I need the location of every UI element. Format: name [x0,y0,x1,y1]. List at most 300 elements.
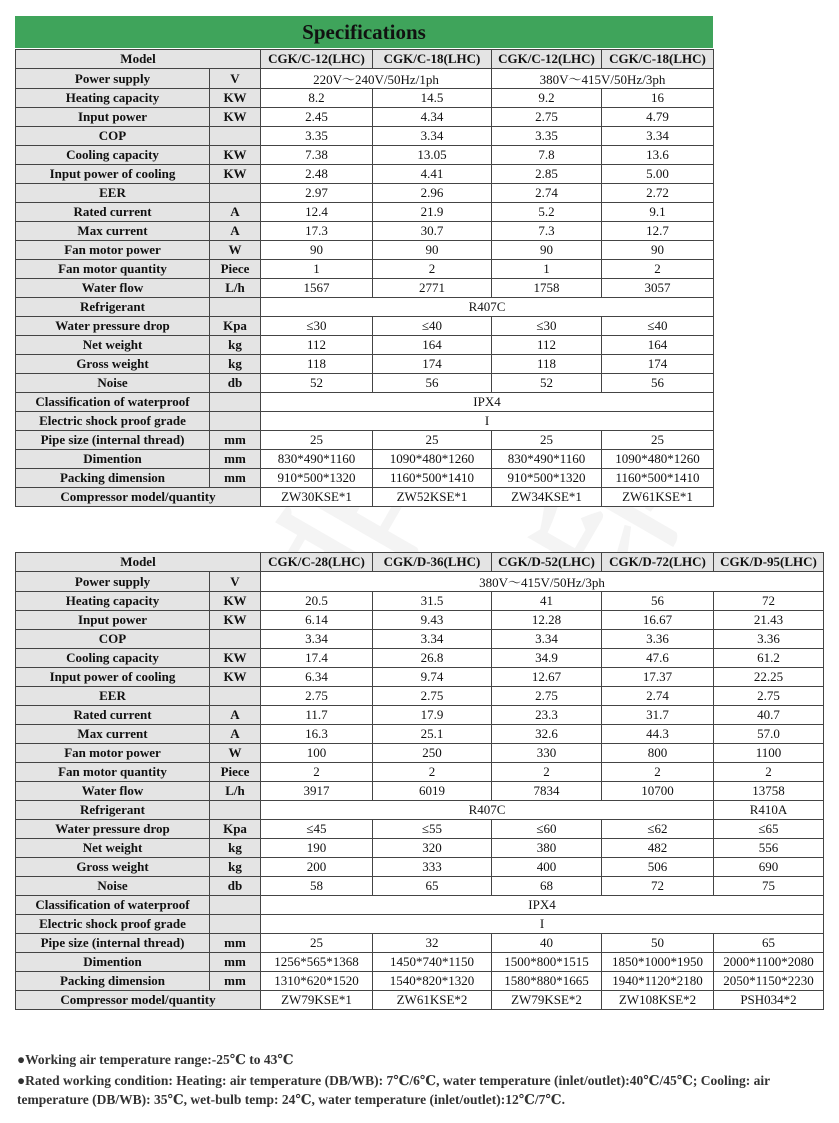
table-cell: I [261,412,714,431]
table-cell: 21.43 [714,611,824,630]
table-cell: 10700 [602,782,714,801]
table-cell: 31.5 [373,592,492,611]
table-cell: 380 [492,839,602,858]
table-cell: 190 [261,839,373,858]
table-cell: 400 [492,858,602,877]
table-cell: 52 [261,374,373,393]
table-row [16,820,824,839]
table-cell: 1567 [261,279,373,298]
table-row [16,393,714,412]
row-unit: L/h [210,279,261,298]
table-cell: 1256*565*1368 [261,953,373,972]
row-unit: kg [210,839,261,858]
table-cell: 56 [373,374,492,393]
row-label-max-current: Max current [16,222,210,241]
table-cell: 40 [492,934,602,953]
table-cell: 68 [492,877,602,896]
table-row [16,592,824,611]
row-label-max-current: Max current [16,725,210,744]
table-cell: 3.36 [602,630,714,649]
table-row [16,184,714,203]
note-rated-condition: ●Rated working condition: Heating: air temperature (DB/WB): 7℃/6℃, water temperature (inlet/outlet):40℃/45℃; Cooling: air temperature (DB/WB): 35℃, wet-bulb temp: 24℃, water temperature (inlet/outlet):12℃/7℃. [17,1073,770,1107]
row-unit: kg [210,336,261,355]
table-cell: 6.34 [261,668,373,687]
table-cell: ≤55 [373,820,492,839]
table-cell: 47.6 [602,649,714,668]
table-cell: ≤62 [602,820,714,839]
model-column-header: CGK/D-72(LHC) [602,553,714,572]
row-unit [210,896,261,915]
table-cell: 12.28 [492,611,602,630]
table-cell: 2 [373,260,492,279]
model-column-header: CGK/C-18(LHC) [602,50,714,69]
table-cell: 13758 [714,782,824,801]
table-cell: 250 [373,744,492,763]
table-cell: 16.67 [602,611,714,630]
row-unit: V [210,572,261,592]
table-cell: 50 [602,934,714,953]
row-label-input-power-of-cooling: Input power of cooling [16,165,210,184]
row-unit [210,127,261,146]
table-row [16,298,714,317]
table-row [16,450,714,469]
row-unit: KW [210,649,261,668]
row-unit [210,184,261,203]
table-cell: 23.3 [492,706,602,725]
table-cell: 6019 [373,782,492,801]
row-unit: mm [210,953,261,972]
table-cell: 26.8 [373,649,492,668]
table-cell: 44.3 [602,725,714,744]
row-label-electric-shock-proof-grade: Electric shock proof grade [16,412,210,431]
row-label-refrigerant: Refrigerant [16,801,210,820]
row-label-net-weight: Net weight [16,336,210,355]
table-cell: 2.75 [261,687,373,706]
row-unit: db [210,877,261,896]
row-label-packing-dimension: Packing dimension [16,972,210,991]
row-unit: V [210,69,261,89]
row-label-heating-capacity: Heating capacity [16,89,210,108]
table-cell: ZW61KSE*1 [602,488,714,507]
row-label-input-power: Input power [16,611,210,630]
row-label-noise: Noise [16,877,210,896]
model-header: Model [16,553,261,572]
table-row [16,488,714,507]
table-cell: 65 [373,877,492,896]
table-cell: 2.75 [714,687,824,706]
table-cell: 1540*820*1320 [373,972,492,991]
row-label-water-flow: Water flow [16,782,210,801]
table-cell: 800 [602,744,714,763]
table-row [16,896,824,915]
table-cell: ZW34KSE*1 [492,488,602,507]
table-cell: 34.9 [492,649,602,668]
table-cell: 1850*1000*1950 [602,953,714,972]
row-label-packing-dimension: Packing dimension [16,469,210,488]
row-label-input-power-of-cooling: Input power of cooling [16,668,210,687]
row-unit [210,687,261,706]
table-cell: 7834 [492,782,602,801]
table-cell: 2.72 [602,184,714,203]
table-row [16,165,714,184]
table-cell: 9.2 [492,89,602,108]
table-cell: ≤30 [261,317,373,336]
table-cell: 72 [714,592,824,611]
table-row [16,934,824,953]
row-label-eer: EER [16,184,210,203]
table-cell: 6.14 [261,611,373,630]
row-unit: A [210,706,261,725]
table-cell: 174 [373,355,492,374]
table-cell: 5.2 [492,203,602,222]
table-cell: 90 [602,241,714,260]
row-unit [210,630,261,649]
row-unit: kg [210,858,261,877]
row-unit: KW [210,89,261,108]
row-label-dimention: Dimention [16,953,210,972]
model-column-header: CGK/D-95(LHC) [714,553,824,572]
table-row [16,89,714,108]
row-unit: db [210,374,261,393]
table-cell: 9.74 [373,668,492,687]
table-row [16,611,824,630]
table-row [16,725,824,744]
table-cell: 112 [261,336,373,355]
table-cell: 3917 [261,782,373,801]
row-label-eer: EER [16,687,210,706]
row-label-refrigerant: Refrigerant [16,298,210,317]
table-cell: 11.7 [261,706,373,725]
row-label-fan-motor-quantity: Fan motor quantity [16,260,210,279]
row-unit: mm [210,972,261,991]
row-label-input-power: Input power [16,108,210,127]
spec-table-2 [15,552,824,1010]
table-cell: 1090*480*1260 [602,450,714,469]
table-cell: 3.34 [373,630,492,649]
table-cell: 9.43 [373,611,492,630]
table-row [16,355,714,374]
table-cell: 380V～415V/50Hz/3ph [261,572,824,592]
table-row [16,744,824,763]
row-label-water-pressure-drop: Water pressure drop [16,317,210,336]
row-label-water-pressure-drop: Water pressure drop [16,820,210,839]
table-cell: 65 [714,934,824,953]
table-cell: R407C [261,801,714,820]
row-label-classification-of-waterproof: Classification of waterproof [16,393,210,412]
row-unit: L/h [210,782,261,801]
row-label-fan-motor-power: Fan motor power [16,241,210,260]
row-label-cooling-capacity: Cooling capacity [16,649,210,668]
table-cell: 32 [373,934,492,953]
row-label-compressor-model-quantity: Compressor model/quantity [16,991,261,1010]
row-unit [210,801,261,820]
table-cell: 330 [492,744,602,763]
table-cell: 2050*1150*2230 [714,972,824,991]
table-row [16,763,824,782]
table-cell: 3057 [602,279,714,298]
table-cell: 41 [492,592,602,611]
table-cell: 220V～240V/50Hz/1ph [261,69,492,89]
row-unit: A [210,725,261,744]
table-cell: 31.7 [602,706,714,725]
header-row [16,50,714,69]
row-unit: Kpa [210,317,261,336]
table-row [16,972,824,991]
table-cell: 830*490*1160 [492,450,602,469]
table-cell: R407C [261,298,714,317]
table-cell: 90 [261,241,373,260]
table-cell: 25.1 [373,725,492,744]
table-row [16,336,714,355]
table-cell: 3.35 [492,127,602,146]
row-label-classification-of-waterproof: Classification of waterproof [16,896,210,915]
table-cell: 2.75 [373,687,492,706]
table-cell: ZW79KSE*1 [261,991,373,1010]
notes-section [17,1050,817,1111]
table-cell: 25 [261,934,373,953]
table-cell: ≤40 [373,317,492,336]
model-column-header: CGK/D-52(LHC) [492,553,602,572]
row-label-power-supply: Power supply [16,69,210,89]
table-cell: 2.74 [602,687,714,706]
table-cell: 2 [373,763,492,782]
row-label-gross-weight: Gross weight [16,858,210,877]
table-cell: 2.75 [492,108,602,127]
table-cell: 56 [602,592,714,611]
table-row [16,687,824,706]
table-cell: 3.35 [261,127,373,146]
table-cell: 2.96 [373,184,492,203]
table-cell: IPX4 [261,393,714,412]
table-cell: 90 [492,241,602,260]
table-cell: 2771 [373,279,492,298]
table-cell: PSH034*2 [714,991,824,1010]
page-title: Specifications [302,19,426,44]
table-cell: 4.41 [373,165,492,184]
header-row [16,553,824,572]
table-cell: 5.00 [602,165,714,184]
table-cell: 20.5 [261,592,373,611]
table-cell: 57.0 [714,725,824,744]
table-cell: 3.34 [492,630,602,649]
table-cell: 17.4 [261,649,373,668]
table-cell: ≤40 [602,317,714,336]
table-cell: 21.9 [373,203,492,222]
table-cell: ZW52KSE*1 [373,488,492,507]
table-cell: 2.97 [261,184,373,203]
table-row [16,877,824,896]
table-cell: 118 [261,355,373,374]
table-cell: 1160*500*1410 [602,469,714,488]
table-cell: 12.4 [261,203,373,222]
table-row [16,839,824,858]
row-label-fan-motor-power: Fan motor power [16,744,210,763]
row-label-fan-motor-quantity: Fan motor quantity [16,763,210,782]
table-row [16,317,714,336]
table-cell: 16 [602,89,714,108]
table-row [16,991,824,1010]
table-cell: ≤65 [714,820,824,839]
table-cell: 910*500*1320 [261,469,373,488]
table-cell: ZW30KSE*1 [261,488,373,507]
table-cell: 556 [714,839,824,858]
table-cell: 58 [261,877,373,896]
table-cell: 2.45 [261,108,373,127]
table-row [16,127,714,146]
table-cell: IPX4 [261,896,824,915]
table-row [16,431,714,450]
table-cell: 1450*740*1150 [373,953,492,972]
row-unit: KW [210,611,261,630]
model-header: Model [16,50,261,69]
table-row [16,953,824,972]
row-label-power-supply: Power supply [16,572,210,592]
table-cell: 8.2 [261,89,373,108]
table-row [16,203,714,222]
table-cell: 164 [602,336,714,355]
table-cell: ≤30 [492,317,602,336]
table-cell: 118 [492,355,602,374]
row-unit: A [210,203,261,222]
model-column-header: CGK/C-28(LHC) [261,553,373,572]
table-cell: 3.36 [714,630,824,649]
table-cell: 2.85 [492,165,602,184]
table-row [16,630,824,649]
table-cell: ZW79KSE*2 [492,991,602,1010]
table-cell: 100 [261,744,373,763]
row-unit: KW [210,592,261,611]
table-cell: 1 [261,260,373,279]
table-cell: 4.79 [602,108,714,127]
row-unit: KW [210,165,261,184]
note-temperature-range: ●Working air temperature range:-25℃ to 43℃ [17,1052,294,1067]
row-unit: Kpa [210,820,261,839]
table-row [16,801,824,820]
table-cell: ≤60 [492,820,602,839]
table-cell: 61.2 [714,649,824,668]
table-row [16,412,714,431]
table-cell: 12.67 [492,668,602,687]
table-cell: 14.5 [373,89,492,108]
row-label-pipe-size-internal-thread: Pipe size (internal thread) [16,934,210,953]
row-label-rated-current: Rated current [16,706,210,725]
table-row [16,668,824,687]
table-cell: 506 [602,858,714,877]
table-row [16,706,824,725]
table-cell: 7.8 [492,146,602,165]
model-column-header: CGK/C-12(LHC) [261,50,373,69]
row-unit [210,412,261,431]
table-cell: 17.3 [261,222,373,241]
table-cell: R410A [714,801,824,820]
table-cell: 1090*480*1260 [373,450,492,469]
table-cell: 1 [492,260,602,279]
table-cell: 3.34 [261,630,373,649]
table-cell: 2.48 [261,165,373,184]
table-cell: 1310*620*1520 [261,972,373,991]
row-unit: Piece [210,763,261,782]
row-label-noise: Noise [16,374,210,393]
table-cell: 2 [714,763,824,782]
row-label-net-weight: Net weight [16,839,210,858]
table-cell: 72 [602,877,714,896]
table-cell: 25 [373,431,492,450]
table-cell: 1940*1120*2180 [602,972,714,991]
table-cell: 13.6 [602,146,714,165]
table-cell: 12.7 [602,222,714,241]
table-row [16,146,714,165]
table-cell: 52 [492,374,602,393]
row-unit [210,393,261,412]
specifications-title-bar [15,16,713,48]
table-cell: 320 [373,839,492,858]
row-unit [210,298,261,317]
row-unit: W [210,744,261,763]
table-cell: 1500*800*1515 [492,953,602,972]
table-cell: 174 [602,355,714,374]
row-unit: A [210,222,261,241]
table-cell: 32.6 [492,725,602,744]
table-cell: 1160*500*1410 [373,469,492,488]
table-row [16,241,714,260]
table-row [16,260,714,279]
table-cell: 22.25 [714,668,824,687]
table-cell: 2 [602,260,714,279]
table-cell: ≤45 [261,820,373,839]
row-unit: Piece [210,260,261,279]
row-unit: W [210,241,261,260]
table-cell: 112 [492,336,602,355]
table-cell: 1100 [714,744,824,763]
row-unit: mm [210,934,261,953]
table-cell: 30.7 [373,222,492,241]
table-cell: 910*500*1320 [492,469,602,488]
table-cell: 482 [602,839,714,858]
table-cell: 16.3 [261,725,373,744]
table-cell: 25 [602,431,714,450]
row-label-cop: COP [16,630,210,649]
table-row [16,649,824,668]
row-label-cop: COP [16,127,210,146]
row-label-rated-current: Rated current [16,203,210,222]
model-column-header: CGK/D-36(LHC) [373,553,492,572]
row-unit: KW [210,146,261,165]
table-cell: I [261,915,824,934]
row-unit: mm [210,469,261,488]
table-cell: 7.38 [261,146,373,165]
table-cell: 2.74 [492,184,602,203]
table-cell: 17.9 [373,706,492,725]
table-row [16,858,824,877]
table-row [16,222,714,241]
table-cell: 13.05 [373,146,492,165]
table-cell: 2 [492,763,602,782]
table-cell: 200 [261,858,373,877]
table-cell: 333 [373,858,492,877]
row-label-electric-shock-proof-grade: Electric shock proof grade [16,915,210,934]
table-cell: 2.75 [492,687,602,706]
table-cell: 75 [714,877,824,896]
table-cell: 1580*880*1665 [492,972,602,991]
table-cell: 9.1 [602,203,714,222]
table-cell: 17.37 [602,668,714,687]
row-unit: mm [210,431,261,450]
row-label-gross-weight: Gross weight [16,355,210,374]
table-cell: 25 [492,431,602,450]
table-row [16,782,824,801]
row-unit [210,915,261,934]
table-cell: 380V～415V/50Hz/3ph [492,69,714,89]
